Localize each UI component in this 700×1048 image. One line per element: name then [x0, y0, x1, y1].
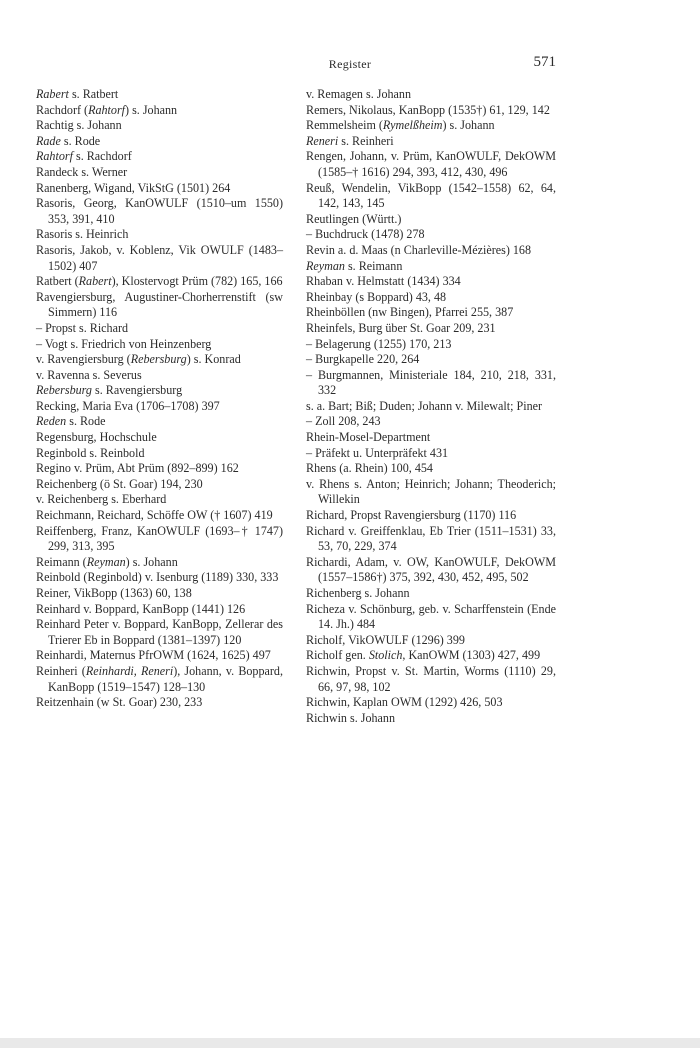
- index-entry: Rabert s. Ratbert: [36, 87, 119, 101]
- index-entry: Reyman s. Reimann: [306, 258, 403, 273]
- register-column-right: [306, 87, 556, 726]
- index-entry: Richolf gen. Stolich, KanOWM (1303) 427, 499: [306, 648, 541, 663]
- index-entry: Reiner, VikBopp (1363) 60, 138: [36, 586, 192, 600]
- index-entry: Rheinfels, Burg über St. Goar 209, 231: [306, 320, 496, 335]
- index-entry: Reichmann, Reichard, Schöffe OW († 1607) 419: [36, 508, 273, 523]
- index-entry: Rahtorf s. Rachdorf: [36, 149, 132, 164]
- index-entry: Richwin, Propst v. St. Martin, Worms (1110) 29, 66, 97, 98, 102: [306, 663, 556, 694]
- index-entry: – Zoll 208, 243: [306, 414, 381, 429]
- index-entry: Reitzenhain (w St. Goar) 230, 233: [36, 695, 203, 710]
- index-entry: Rhaban v. Helmstatt (1434) 334: [306, 274, 461, 289]
- index-entry: Reuß, Wendelin, VikBopp (1542–1558) 62, 64, 142, 143, 145: [306, 180, 556, 211]
- index-entry: Richeza v. Schönburg, geb. v. Scharffenstein (Ende 14. Jh.) 484: [306, 601, 556, 632]
- index-entry: Rhein-Mosel-Department: [306, 430, 431, 445]
- index-entry: Reimann (Reyman) s. Johann: [36, 554, 178, 569]
- index-entry: s. a. Bart; Biß; Duden; Johann v. Milewalt; Piner: [306, 398, 543, 413]
- index-entry: Rasoris, Jakob, v. Koblenz, Vik OWULF (1483–1502) 407: [36, 242, 283, 273]
- scan-bottom-edge: [0, 1038, 700, 1048]
- index-entry: Richolf, VikOWULF (1296) 399: [306, 632, 465, 647]
- index-entry: Ratbert (Rabert), Klostervogt Prüm (782) 165, 166: [36, 274, 283, 289]
- index-entry: Rheinbay (s Boppard) 43, 48: [306, 289, 447, 304]
- index-entry: Richardi, Adam, v. OW, KanOWULF, DekOWM (1557–1586†) 375, 392, 430, 452, 495, 502: [306, 554, 556, 585]
- index-entry: – Präfekt u. Unterpräfekt 431: [306, 445, 449, 460]
- index-entry: v. Reichenberg s. Eberhard: [36, 492, 167, 507]
- index-entry: Rebersburg s. Ravengiersburg: [36, 383, 183, 398]
- index-entry: Richenberg s. Johann: [306, 586, 410, 600]
- index-entry: – Buchdruck (1478) 278: [306, 227, 425, 242]
- index-entry: – Belagerung (1255) 170, 213: [306, 336, 452, 351]
- index-entry: Reutlingen (Württ.): [306, 211, 402, 226]
- index-entry: Reinbold (Reginbold) v. Isenburg (1189) 330, 333: [36, 570, 279, 585]
- index-entry: Rasoris, Georg, KanOWULF (1510–um 1550) 353, 391, 410: [36, 196, 283, 226]
- index-entry: Rengen, Johann, v. Prüm, KanOWULF, DekOWM (1585–† 1616) 294, 393, 412, 430, 496: [306, 149, 556, 179]
- index-entry: Reinheri (Reinhardi, Reneri), Johann, v. Boppard, KanBopp (1519–1547) 128–130: [36, 663, 283, 694]
- index-entry: Rheinböllen (nw Bingen), Pfarrei 255, 387: [306, 305, 514, 320]
- index-entry: Ranenberg, Wigand, VikStG (1501) 264: [36, 180, 231, 195]
- index-entry: – Burgmannen, Ministeriale 184, 210, 218, 331, 332: [306, 367, 556, 398]
- index-entry: Richard v. Greiffenklau, Eb Trier (1511–1531) 33, 53, 70, 229, 374: [306, 523, 556, 554]
- index-entry: Reneri s. Reinheri: [306, 133, 394, 148]
- index-entry: Regensburg, Hochschule: [36, 430, 157, 445]
- index-entry: v. Ravenna s. Severus: [36, 367, 142, 382]
- index-entry: Remers, Nikolaus, KanBopp (1535†) 61, 129, 142: [306, 102, 550, 117]
- running-header-title: Register: [328, 57, 372, 71]
- index-entry: v. Rhens s. Anton; Heinrich; Johann; Theoderich; Willekin: [306, 476, 556, 507]
- index-entry: Randeck s. Werner: [36, 164, 128, 179]
- index-entry: Reiffenberg, Franz, KanOWULF (1693–† 1747) 299, 313, 395: [36, 523, 283, 554]
- index-entry: Reinhard v. Boppard, KanBopp (1441) 126: [36, 601, 246, 616]
- index-entry: Reden s. Rode: [36, 414, 106, 429]
- index-entry: Reinhardi, Maternus PfrOWM (1624, 1625) 497: [36, 648, 271, 663]
- index-entry: Richwin s. Johann: [306, 710, 396, 725]
- index-entry: Recking, Maria Eva (1706–1708) 397: [36, 398, 220, 413]
- index-entry: Revin a. d. Maas (n Charleville-Mézières) 168: [306, 242, 532, 257]
- index-entry: – Burgkapelle 220, 264: [306, 352, 420, 367]
- index-entry: – Propst s. Richard: [36, 320, 129, 335]
- index-entry: Rachdorf (Rahtorf) s. Johann: [36, 102, 178, 117]
- index-entry: Rade s. Rode: [36, 133, 101, 148]
- index-entry: Rhens (a. Rhein) 100, 454: [306, 461, 433, 476]
- page-number: 571: [533, 54, 556, 70]
- index-entry: Reginbold s. Reinbold: [36, 445, 145, 460]
- index-entry: Reinhard Peter v. Boppard, KanBopp, Zellerar des Trierer Eb in Boppard (1381–1397) 120: [36, 617, 283, 647]
- index-entry: Richard, Propst Ravengiersburg (1170) 116: [306, 508, 517, 523]
- index-entry: Rasoris s. Heinrich: [36, 227, 129, 242]
- index-entry: Ravengiersburg, Augustiner-Chorherrenstift (sw Simmern) 116: [36, 289, 283, 320]
- index-entry: v. Remagen s. Johann: [306, 87, 412, 101]
- index-entry: Remmelsheim (Rymelßheim) s. Johann: [306, 118, 495, 133]
- index-entry: – Vogt s. Friedrich von Heinzenberg: [36, 336, 212, 351]
- index-entry: Richwin, Kaplan OWM (1292) 426, 503: [306, 695, 503, 710]
- register-column-left: [36, 87, 283, 711]
- index-entry: Rachtig s. Johann: [36, 118, 122, 133]
- index-entry: Reichenberg (ö St. Goar) 194, 230: [36, 476, 203, 491]
- index-entry: Regino v. Prüm, Abt Prüm (892–899) 162: [36, 461, 239, 476]
- index-entry: v. Ravengiersburg (Rebersburg) s. Konrad: [36, 352, 241, 367]
